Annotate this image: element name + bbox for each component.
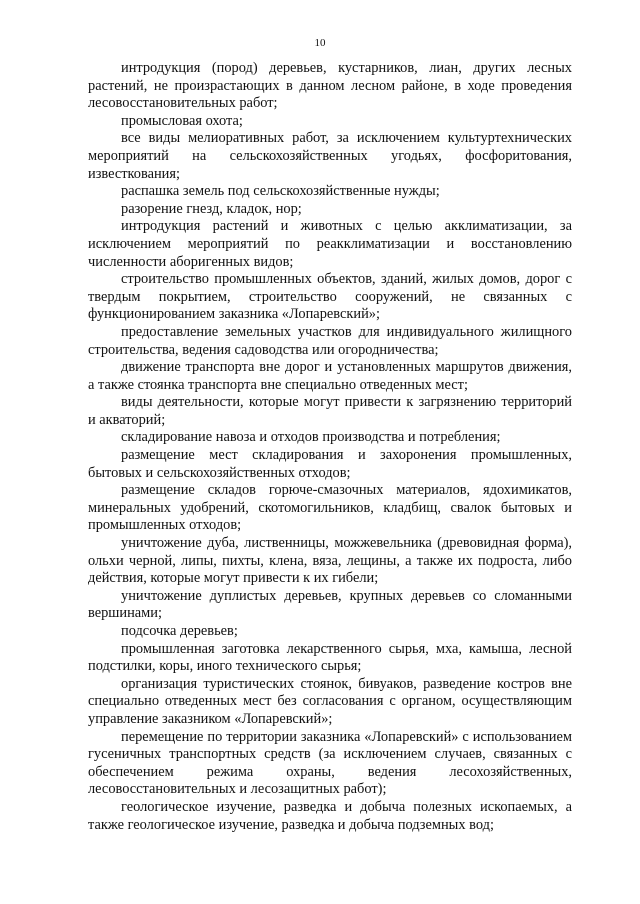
paragraph: все виды мелиоративных работ, за исключением культуртехнических мероприятий на сельскохозяйственных угодьях, фосфоритования, известкования; <box>88 130 572 182</box>
paragraph: интродукция растений и животных с целью акклиматизации, за исключением мероприятий по реакклиматизации и восстановлению численности аборигенных видов; <box>88 218 572 270</box>
paragraph: виды деятельности, которые могут привести к загрязнению территорий и акваторий; <box>88 394 572 428</box>
paragraph: промысловая охота; <box>121 112 243 129</box>
paragraph: уничтожение дуплистых деревьев, крупных деревьев со сломанными вершинами; <box>88 587 572 622</box>
paragraph: строительство промышленных объектов, зданий, жилых домов, дорог с твердым покрытием, строительство сооружений, не связанных с функционированием заказника «Лопаревский»; <box>88 271 572 323</box>
paragraph: уничтожение дуба, лиственницы, можжевельника (древовидная форма), ольхи черной, липы, пихты, клена, вяза, лещины, а также их подроста, либо действия, которые могут привести к их гибели; <box>88 535 572 587</box>
paragraph: размещение мест складирования и захоронения промышленных, бытовых и сельскохозяйственных отходов; <box>88 447 572 481</box>
page-number: 10 <box>314 37 326 49</box>
paragraph: складирование навоза и отходов производства и потребления; <box>121 429 501 446</box>
paragraph: разорение гнезд, кладок, нор; <box>121 200 302 217</box>
paragraph: предоставление земельных участков для индивидуального жилищного строительства, ведения садоводства или огородничества; <box>88 323 572 358</box>
paragraph: организация туристических стоянок, бивуаков, разведение костров вне специально отведенных мест без согласования с органом, осуществляющим управление заказником «Лопаревский»; <box>88 675 572 727</box>
paragraph: подсочка деревьев; <box>121 623 238 639</box>
paragraph: перемещение по территории заказника «Лопаревский» с использованием гусеничных транспортных средств (за исключением случаев, связанных с обеспечением режима охраны, ведения лесохозяйственных, лесовосстановительных и лесозащитных работ); <box>88 728 572 798</box>
document-body <box>88 60 572 834</box>
paragraph: промышленная заготовка лекарственного сырья, мха, камыша, лесной подстилки, коры, иного технического сырья; <box>88 640 572 675</box>
paragraph: интродукция (пород) деревьев, кустарников, лиан, других лесных растений, не произрастающих в данном лесном районе, в ходе проведения лесовосстановительных работ; <box>88 60 572 112</box>
paragraph: распашка земель под сельскохозяйственные нужды; <box>121 183 440 200</box>
paragraph: геологическое изучение, разведка и добыча полезных ископаемых, а также геологическое изучение, разведка и добыча подземных вод; <box>88 798 572 833</box>
paragraph: размещение складов горюче-смазочных материалов, ядохимикатов, минеральных удобрений, скотомогильников, кладбищ, свалок бытовых и промышленных отходов; <box>88 482 572 534</box>
paragraph: движение транспорта вне дорог и установленных маршрутов движения, а также стоянка транспорта вне специально отведенных мест; <box>88 359 572 393</box>
